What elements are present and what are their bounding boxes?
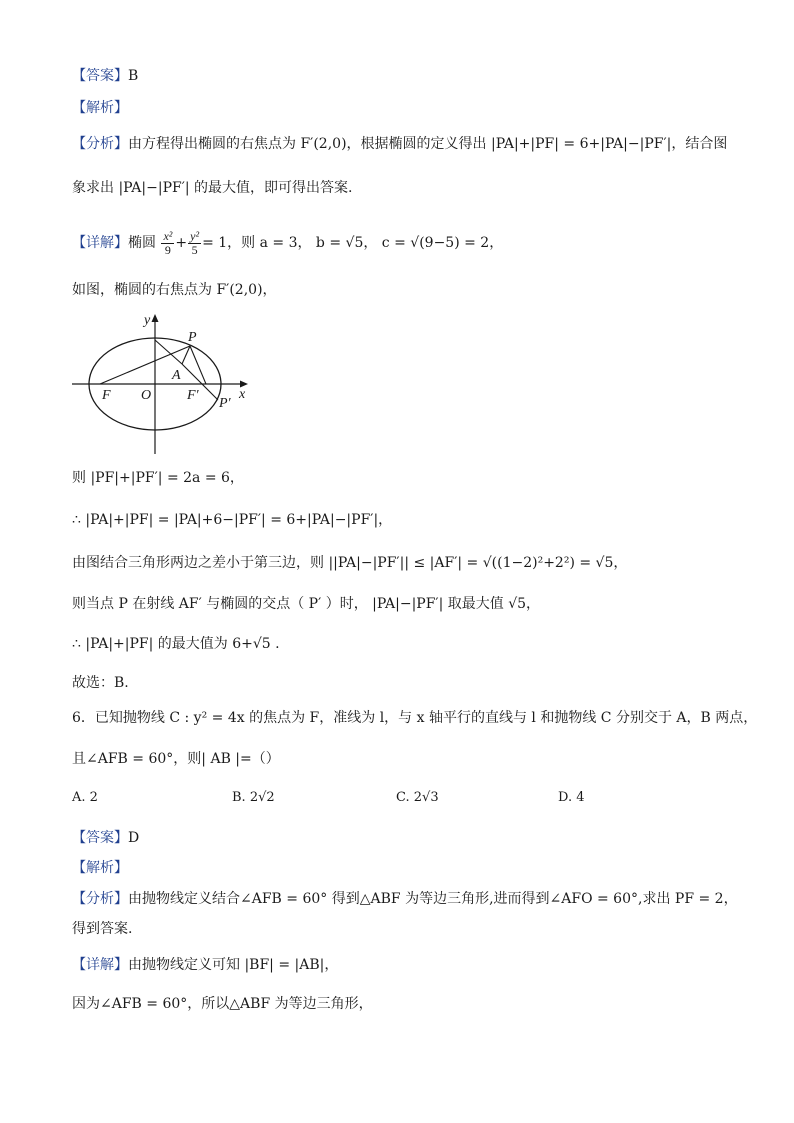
q5-xiangjie-line: 【详解】椭圆 $\frac{\text{x²}}{9}$ + $\frac{\text{y²}}{5}$ = 1，则 a = 3， b = √5， c = √(9−5) = 2， xyxy=(72,228,504,257)
q5-step2: ∴ |PA|+|PF| = |PA|+6−|PF′| = 6+|PA|−|PF′|， xyxy=(72,512,393,528)
xiangjie-prefix: 椭圆 xyxy=(128,235,156,251)
figure-intro: 如图，椭圆的右焦点为 F′(2,0)， xyxy=(72,282,277,298)
option-d-label: D. xyxy=(558,790,573,805)
answer-tag: 【答案】 xyxy=(72,830,128,846)
q6-xiangjie-line1 xyxy=(72,955,338,975)
option-a-label: A. xyxy=(72,790,86,805)
q5-fenxi-line2: 象求出 |PA|−|PF′| 的最大值，即可得出答案. xyxy=(72,180,353,196)
fenxi-text: 由抛物线定义结合∠AFB = 60° 得到△ABF 为等边三角形,进而得到∠AFO = 60°,求出 PF = 2， xyxy=(128,891,738,907)
option-c-value: 2√3 xyxy=(413,790,439,805)
label-F: F xyxy=(102,388,111,403)
ellipse-figure xyxy=(70,308,260,456)
option-d xyxy=(558,790,585,805)
xiangjie-rest: = 1，则 a = 3， b = √5， c = √(9−5) = 2， xyxy=(202,235,504,251)
q5-choose: 故选：B. xyxy=(72,675,129,691)
option-b xyxy=(232,790,275,805)
answer-tag: 【答案】 xyxy=(72,68,128,84)
q6-fenxi-line1 xyxy=(72,889,738,909)
xiangjie-tag: 【详解】 xyxy=(72,235,128,251)
frac-x-den: 9 xyxy=(164,242,171,257)
label-y: y xyxy=(144,313,151,328)
label-A: A xyxy=(172,368,181,383)
answer-value: D xyxy=(128,830,140,846)
label-O: O xyxy=(141,388,152,403)
q6-answer-line xyxy=(72,828,139,848)
q6-jiexi-tag: 【解析】 xyxy=(72,860,128,876)
q6-fenxi-line2: 得到答案. xyxy=(72,921,133,937)
fenxi-tag: 【分析】 xyxy=(72,136,128,152)
segment-BA xyxy=(155,340,182,364)
option-a xyxy=(72,790,98,805)
q6-stem-line1: 6．已知抛物线 C : y² = 4x 的焦点为 F，准线为 l，与 x 轴平行的直线与 l 和抛物线 C 分别交于 A，B 两点， xyxy=(72,710,758,726)
fenxi-text: 由方程得出椭圆的右焦点为 F′(2,0)，根据椭圆的定义得出 |PA|+|PF| = 6+|PA|−|PF′|，结合图 xyxy=(128,136,728,152)
label-Pprime: P′ xyxy=(219,396,231,411)
frac-y-den: 5 xyxy=(191,242,198,257)
option-c-label: C. xyxy=(396,790,410,805)
q5-step5: ∴ |PA|+|PF| 的最大值为 6+√5 . xyxy=(72,636,280,652)
y-axis-arrow xyxy=(152,314,159,322)
frac-y-num: y² xyxy=(190,228,200,243)
segment-PFp xyxy=(190,346,206,384)
q5-jiexi-tag: 【解析】 xyxy=(72,100,128,116)
label-Fprime: F′ xyxy=(187,388,199,403)
option-d-value: 4 xyxy=(576,790,585,805)
q5-fenxi-line1 xyxy=(72,134,727,154)
fenxi-tag: 【分析】 xyxy=(72,891,128,907)
fraction-x xyxy=(161,230,174,257)
fraction-y xyxy=(188,230,201,257)
option-b-value: 2√2 xyxy=(249,790,275,805)
frac-x-num: x² xyxy=(163,228,173,243)
q6-stem-line2: 且∠AFB = 60°，则| AB |=（） xyxy=(72,751,280,767)
option-a-value: 2 xyxy=(89,790,98,805)
option-b-label: B. xyxy=(232,790,246,805)
answer-value: B xyxy=(128,68,139,84)
xiangjie-tag: 【详解】 xyxy=(72,957,128,973)
q5-answer-line xyxy=(72,66,138,86)
label-x: x xyxy=(239,387,246,402)
q5-step1: 则 |PF|+|PF′| = 2a = 6， xyxy=(72,470,244,486)
q5-step3: 由图结合三角形两边之差小于第三边，则 ||PA|−|PF′|| ≤ |AF′| = √((1−2)²+2²) = √5， xyxy=(72,555,628,571)
label-P: P xyxy=(188,330,197,345)
q6-xiangjie-line2: 因为∠AFB = 60°，所以△ABF 为等边三角形， xyxy=(72,996,373,1012)
q5-step4: 则当点 P 在射线 AF′ 与椭圆的交点（ P′ ）时， |PA|−|PF′| 取最大值 √5， xyxy=(72,596,541,612)
xiangjie-text: 由抛物线定义可知 |BF| = |AB|， xyxy=(128,957,339,973)
option-c xyxy=(396,790,439,805)
